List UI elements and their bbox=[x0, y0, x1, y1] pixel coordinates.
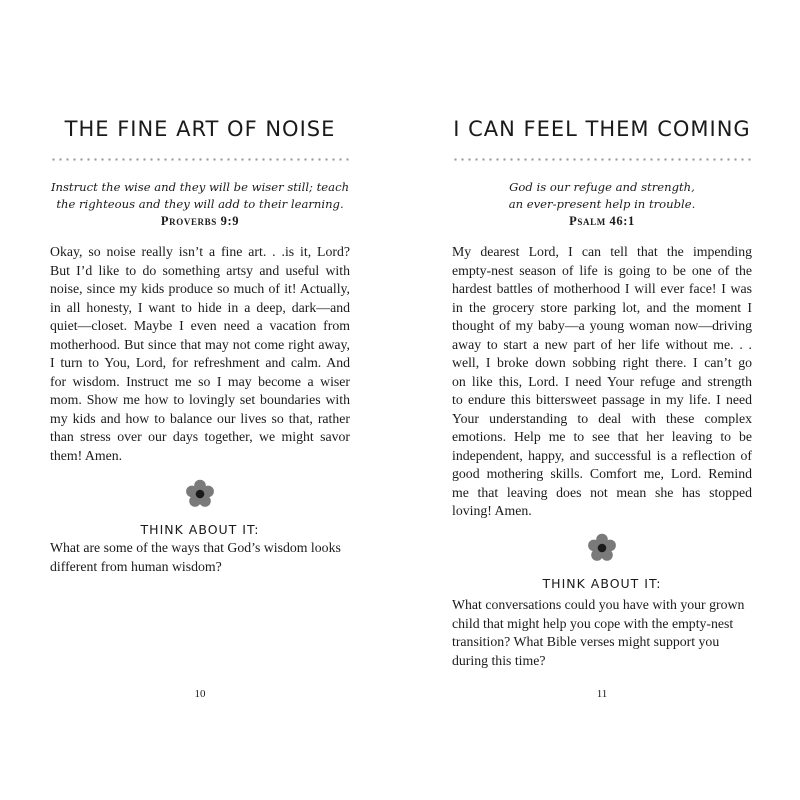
scripture-verse bbox=[50, 179, 350, 230]
flower-icon bbox=[586, 532, 618, 564]
prayer-line: emotions. Help me to see that her leaving to be bbox=[452, 429, 752, 444]
prayer-line: quiet—closet. Maybe I even need a vacation from bbox=[50, 318, 350, 333]
page-title: THE FINE ART OF NOISE bbox=[64, 117, 336, 141]
dotted-divider bbox=[452, 158, 752, 161]
prayer-text bbox=[50, 243, 350, 465]
verse-line: an ever-present help in trouble. bbox=[508, 197, 696, 211]
verse-reference: Proverbs 9:9 bbox=[160, 214, 240, 228]
prayer-line: mom. Show me how to lovingly set boundaries with bbox=[50, 392, 350, 407]
prayer-line: I turn to You, Lord, for refreshment and calm. And bbox=[50, 355, 350, 370]
think-line: What conversations could you have with your grown bbox=[452, 597, 745, 612]
prayer-text bbox=[452, 243, 752, 521]
think-about-it-text bbox=[50, 539, 350, 576]
page-number: 11 bbox=[596, 688, 608, 700]
prayer-line: hardest battles of motherhood I will ever face! I was bbox=[452, 281, 752, 296]
prayer-line: well, I broke down sobbing right there. I can’t go bbox=[452, 355, 752, 370]
prayer-line: motherhood. But since that may not come right away, bbox=[50, 336, 350, 352]
verse-line: the righteous and they will add to their learning. bbox=[56, 197, 344, 211]
prayer-line: away to start a new part of her life without me. . . bbox=[452, 336, 752, 352]
think-about-it-text bbox=[452, 596, 752, 670]
prayer-line: my kids and how to balance our lives so that, rather bbox=[50, 410, 350, 426]
think-line: during this time? bbox=[452, 652, 546, 668]
prayer-line: me that leaving does not mean she has stopped bbox=[452, 484, 752, 500]
think-line: transition? What Bible verses might support you bbox=[452, 634, 720, 649]
prayer-line: in the grocery store parking lot, and the moment I bbox=[452, 299, 752, 315]
prayer-line: noise, since my kids produce so much of it! Actually, bbox=[50, 281, 350, 296]
prayer-line: Okay, so noise really isn’t a fine art. . .is it, Lord? bbox=[50, 244, 350, 259]
prayer-line: My dearest Lord, I can tell that the impending bbox=[452, 244, 752, 259]
verse-line: Instruct the wise and they will be wiser still; teach bbox=[50, 180, 350, 194]
left-page bbox=[50, 0, 350, 800]
page-number: 10 bbox=[194, 688, 206, 700]
dotted-divider bbox=[50, 158, 350, 161]
scripture-verse bbox=[452, 179, 752, 230]
prayer-line: to endure this bittersweet passage in my life. I need bbox=[452, 392, 752, 407]
think-about-it-heading: THINK ABOUT IT: bbox=[542, 576, 662, 591]
verse-reference: Psalm 46:1 bbox=[569, 214, 635, 228]
prayer-line: But I’d like to do something artsy and useful with bbox=[50, 262, 350, 278]
prayer-line: in all honesty, I want to hide in a deep, dark—and bbox=[50, 299, 350, 315]
think-line: child that might help you cope with the empty-nest bbox=[452, 615, 734, 631]
prayer-line: empty-nest season of life is going to be one of the bbox=[452, 262, 752, 278]
prayer-line: good mothering skills. Comfort me, Lord. Remind bbox=[452, 466, 752, 481]
think-about-it-heading: THINK ABOUT IT: bbox=[140, 522, 260, 537]
prayer-line: Your understanding to deal with these complex bbox=[452, 410, 752, 426]
prayer-line: independent, happy, and successful is a reflection of bbox=[452, 447, 752, 463]
prayer-line: thought of my baby—a young woman now—driving bbox=[452, 318, 752, 333]
think-line: What are some of the ways that God’s wisdom looks bbox=[50, 540, 341, 555]
think-line: different from human wisdom? bbox=[50, 558, 222, 574]
prayer-line: for wisdom. Instruct me so I may become a wiser bbox=[50, 373, 350, 389]
page-title: I CAN FEEL THEM COMING bbox=[453, 117, 751, 141]
prayer-line: them! Amen. bbox=[50, 447, 123, 463]
prayer-line: loving! Amen. bbox=[452, 503, 532, 518]
prayer-line: than stress over our days together, we might savor bbox=[50, 429, 350, 444]
prayer-line: on like this, Lord. I need Your refuge and strength bbox=[452, 373, 752, 389]
flower-icon bbox=[184, 478, 216, 510]
verse-line: God is our refuge and strength, bbox=[509, 180, 695, 194]
right-page bbox=[452, 0, 752, 800]
